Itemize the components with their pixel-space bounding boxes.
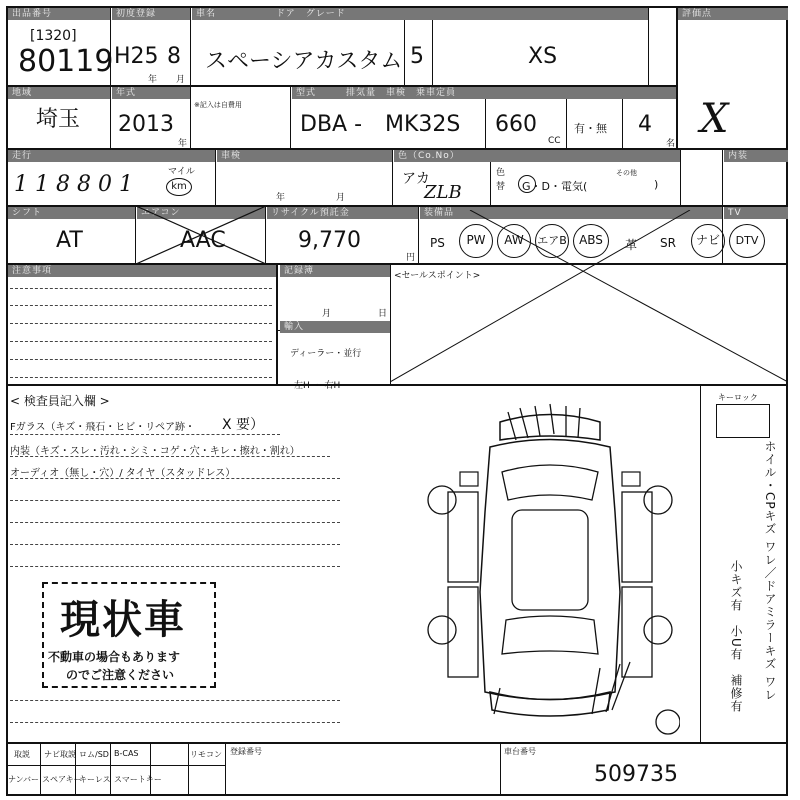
equip-airbag: エアB (535, 224, 569, 258)
shaken-year: 年 (276, 193, 286, 203)
opt-navi-manual: ナビ取説 (44, 750, 76, 759)
record-day: 日 (378, 309, 388, 319)
opt-number: ナンバー (8, 775, 40, 784)
options-header-bar: TV (724, 207, 788, 219)
opt-spare-key: スペアキー (42, 775, 82, 784)
inspector-line1-mark: X 要） (222, 417, 265, 433)
chassis-label: 車台番号 (504, 747, 536, 756)
displacement: 660 (495, 112, 537, 137)
doors: 5 (410, 44, 424, 69)
vertical-note-1: ホイル・CPキズ ワレ／ドアミラーキズ ワレ (763, 440, 777, 702)
type-prefix: DBA - (300, 112, 363, 137)
seat-suffix: 名 (666, 139, 676, 149)
equip-sr: SR (660, 236, 676, 250)
interior-header-bar: 内装 (724, 150, 788, 162)
equip-abs: ABS (573, 224, 609, 258)
color-header-bar: 色（Co.No） (394, 150, 680, 162)
fuel-options: G・D・電気( (522, 180, 588, 193)
handle-option: 左H ・ 右H (294, 381, 341, 391)
equip-pw: PW (459, 224, 493, 258)
reg-no-label: 登録番号 (230, 747, 262, 756)
shift-header-bar: シフト (8, 207, 135, 219)
equip-aw: AW (497, 224, 531, 258)
shaken-header-bar: 車検 (217, 150, 392, 162)
first-reg-month: 8 (167, 44, 181, 69)
fuel-close: ) (654, 178, 659, 191)
dealer-option: ディーラー・並行 (290, 349, 362, 359)
stamp-title: 現状車 (60, 597, 186, 643)
yen-label: 円 (406, 253, 416, 263)
recycle-fee: 9,770 (298, 228, 361, 253)
recycle-header-bar: リサイクル預託金 (267, 207, 418, 219)
cc-label: CC (548, 136, 561, 146)
km-label: km (166, 178, 192, 196)
equip-leather: 革 (625, 238, 638, 252)
vertical-note-2: 小キズ有 小U有 補修有 (729, 560, 743, 713)
notes-header-bar: 注意事項 (8, 265, 276, 277)
region: 埼玉 (36, 107, 81, 132)
region-header-bar: 地域 (8, 87, 110, 99)
sales-point-label: <セールスポイント> (394, 271, 481, 281)
opt-bcas: B-CAS (114, 749, 139, 758)
type-code: MK32S (385, 112, 461, 137)
import-header-bar: 輸入 (280, 321, 390, 333)
aircon: AAC (180, 228, 226, 253)
seats: 4 (638, 112, 652, 137)
equip-dtv: DTV (729, 224, 765, 258)
record-header-bar: 記録簿 (280, 265, 390, 277)
model-header-bar: 車名 ドア グレード (192, 8, 648, 20)
as-is-stamp (42, 582, 216, 688)
color: アカ (402, 171, 430, 187)
lot-code: [1320] (30, 28, 77, 44)
year-ad-suffix: 年 (178, 139, 188, 149)
sales-point-strike (390, 210, 788, 385)
keylock-label: キーロック (718, 393, 758, 402)
fuel-other: その他 (616, 169, 637, 177)
model-name: スペーシアカスタム (205, 49, 403, 74)
first-reg-note: ※記入は自費用 (194, 101, 242, 109)
inspector-line2: 内装（キズ・スレ・汚れ・シミ・コゲ・穴・キレ・擦れ・割れ） (10, 446, 300, 457)
equip-navi: ナビ (691, 224, 725, 258)
score-header-bar: 評価点 (678, 8, 788, 20)
lot-header-bar: 出品番号 (8, 8, 110, 20)
year-ad-header-bar: 年式 (112, 87, 190, 99)
mile-label: マイル (168, 167, 195, 177)
opt-smart-key: スマートキー (114, 775, 162, 784)
stamp-note-2: のでご注意ください (66, 668, 175, 682)
opt-manual: 取説 (14, 750, 30, 759)
year-ad: 2013 (118, 112, 174, 137)
color-label: 色替 (496, 168, 506, 192)
aircon-strike (136, 206, 266, 264)
grade: XS (528, 44, 558, 69)
year-suffix: 年 (148, 75, 158, 85)
lot-number: 80119 (18, 44, 114, 79)
opt-keyless: キーレス (79, 775, 111, 784)
equipment-header-bar: 装備品 (420, 207, 722, 219)
shaken-month: 月 (336, 193, 346, 203)
equip-ps: PS (430, 236, 445, 250)
color-code: ZLB (424, 182, 462, 203)
year-era: H25 (114, 44, 159, 69)
type-header-bar: 型式 排気量 車検 乗車定員 (292, 87, 676, 99)
stamp-note-1: 不動車の場合もあります (48, 650, 181, 664)
mileage: 1 1 8 8 0 1 (14, 172, 133, 197)
car-damage-diagram (420, 392, 680, 742)
ownership: 有・無 (574, 122, 607, 135)
opt-rom-sd: ロム/SD (79, 750, 109, 759)
record-month: 月 (322, 309, 332, 319)
month-suffix: 月 (176, 75, 186, 85)
score-mark: X (700, 96, 729, 142)
mileage-header-bar: 走行 (8, 150, 215, 162)
inspector-line1: Fガラス（キズ・飛石・ヒビ・リペア跡・ (10, 422, 196, 433)
keylock-box (716, 404, 770, 438)
opt-remote: リモコン (190, 750, 222, 759)
inspector-title: < 検査員記入欄 > (10, 394, 110, 408)
fuel-gasoline-circle (518, 175, 536, 193)
year-header-bar: 初度登録 (112, 8, 190, 20)
chassis-number: 509735 (594, 762, 678, 787)
transmission: AT (56, 228, 83, 253)
inspector-line3: オーディオ（無し・穴）/ タイヤ（スタッドレス） (10, 468, 236, 479)
aircon-header-bar: エアコン (137, 207, 265, 219)
